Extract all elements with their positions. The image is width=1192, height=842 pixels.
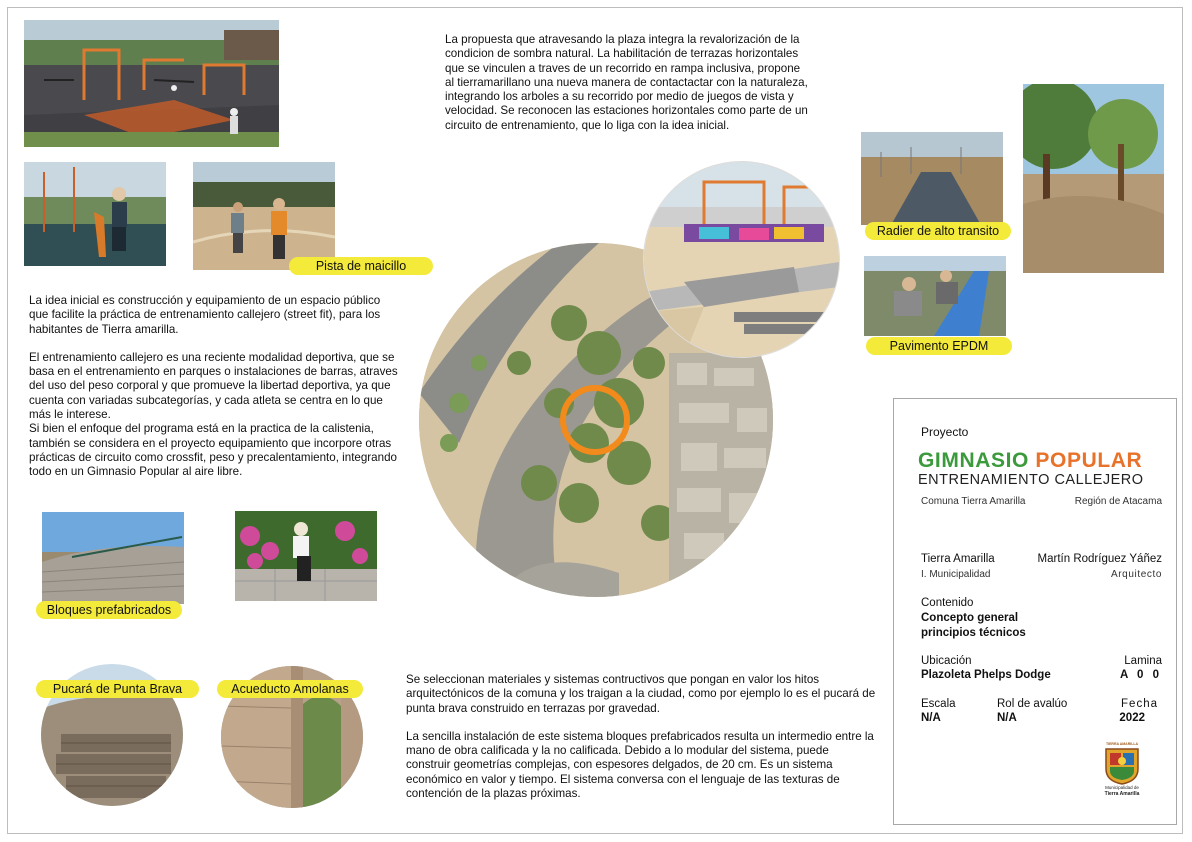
author-role: Arquitecto (1110, 569, 1162, 580)
logo-line2: Tierra Amarilla (1104, 791, 1140, 797)
author-name: Martín Rodríguez Yáñez (1037, 553, 1162, 565)
epdm-paving-photo (864, 256, 1006, 336)
label-radier-de-alto-transito: Radier de alto transito (865, 222, 1011, 240)
paragraph-entrenamiento: El entrenamiento callejero es una reciente modalidad deportiva, que se basa en el entrenamiento en parques o instalaciones de barras, atraves del uso del peso corporal y que promueve la libertad deportiva, ya que cuenta con variadas subcategorías, y cada atleta se centra en lo que más le interese. (29, 350, 398, 422)
paragraph-calistenia: Si bien el enfoque del programa está en la practica de la calistenia, también se considera en el proyecto equipamiento que incorpore otras prácticas de circuito como crossfit, peso y precalentamiento, integrando todo en un Gimnasio Popular al aire libre. (29, 422, 397, 479)
label-acueducto-amolanas: Acueducto Amolanas (217, 680, 363, 698)
contenido-line1: Concepto general (921, 612, 1019, 624)
contenido-line2: principios técnicos (921, 627, 1026, 639)
fecha-value: 2022 (1119, 712, 1145, 724)
label-pista-de-maicillo: Pista de maicillo (289, 257, 433, 275)
left-description (29, 294, 399, 494)
fecha-label: Fecha (1121, 698, 1158, 710)
client-name: Tierra Amarilla (921, 553, 995, 565)
tree-shade-photo (1023, 84, 1164, 273)
logo-line1: Municipalidad de (1105, 785, 1139, 790)
title-block (893, 398, 1177, 825)
title-word-popular: POPULAR (1035, 449, 1143, 472)
radier-photo (861, 132, 1003, 225)
municipal-shield-icon (1104, 747, 1140, 785)
paragraph-idea-inicial: La idea inicial es construcción y equipamiento de un espacio público que facilite la práctica de entrenamiento callejero (street fit), para los habitantes de Tierra amarilla. (29, 294, 381, 336)
street-workout-render-photo (24, 20, 279, 147)
rol-label: Rol de avalúo (997, 698, 1068, 710)
prefab-blocks-wall-photo (42, 512, 184, 604)
comuna-text: Comuna Tierra Amarilla (921, 496, 1026, 507)
terraces-render-photo (643, 161, 840, 358)
escala-label: Escala (921, 698, 956, 710)
label-pavimento-epdm: Pavimento EPDM (866, 337, 1012, 355)
municipal-logo (1098, 742, 1146, 806)
bottom-description (406, 673, 876, 815)
paragraph-bloques: La sencilla instalación de este sistema bloques prefabricados resulta un intermedio entre la mano de obra calificada y la no calificada. Debido a lo modular del sistema, puede construir geometrías complejas, con espesores delgados, de 20 cm. Es un sistema económico en valor y tiempo. El sistema conversa con el lenguaje de las texturas de contención de la plazas próximas. (406, 729, 874, 801)
project-subtitle: ENTRENAMIENTO CALLEJERO (918, 472, 1144, 488)
prefab-blocks-bench-photo (235, 511, 377, 601)
label-pucara-de-punta-brava: Pucará de Punta Brava (36, 680, 199, 698)
lamina-label: Lamina (1124, 655, 1162, 667)
ubicacion-label: Ubicación (921, 655, 972, 667)
title-word-gimnasio: GIMNASIO (918, 449, 1029, 472)
rol-value: N/A (997, 712, 1017, 724)
ubicacion-value: Plazoleta Phelps Dodge (921, 669, 1051, 681)
logo-top-text: TIERRA AMARILLA (1105, 742, 1138, 746)
outdoor-gym-photo (24, 162, 166, 266)
region-text: Región de Atacama (1074, 496, 1162, 507)
proyecto-label: Proyecto (921, 425, 969, 439)
escala-value: N/A (921, 712, 941, 724)
paragraph-materiales: Se seleccionan materiales y sistemas contructivos que pongan en valor los hitos arquitectónicos de la comuna y los traigan a la ciudad, como por ejemplo lo es el pucará de punta brava construido en terrazas por gravedad. (406, 673, 876, 715)
project-title (918, 449, 1142, 473)
contenido-label: Contenido (921, 597, 974, 609)
lamina-value: A 0 0 (1119, 669, 1162, 681)
client-subtitle: I. Municipalidad (921, 569, 991, 580)
running-track-photo (193, 162, 335, 270)
label-bloques-prefabricados: Bloques prefabricados (36, 601, 182, 619)
intro-paragraph: La propuesta que atravesando la plaza integra la revalorización de la condicion de sombra natural. La habilitación de terrazas horizontales que se vinculen a traves de un recorrido en rampa inclusiva, propone al tierramarillano una nueva manera de contactactar con la naturaleza, integrando los arboles a su recorrido por medio de juegos de vista y velocidad. Se reconocen las estaciones horizontales como parte de un circuito de entrenamiento, que lo liga con la idea inicial. (445, 33, 808, 132)
